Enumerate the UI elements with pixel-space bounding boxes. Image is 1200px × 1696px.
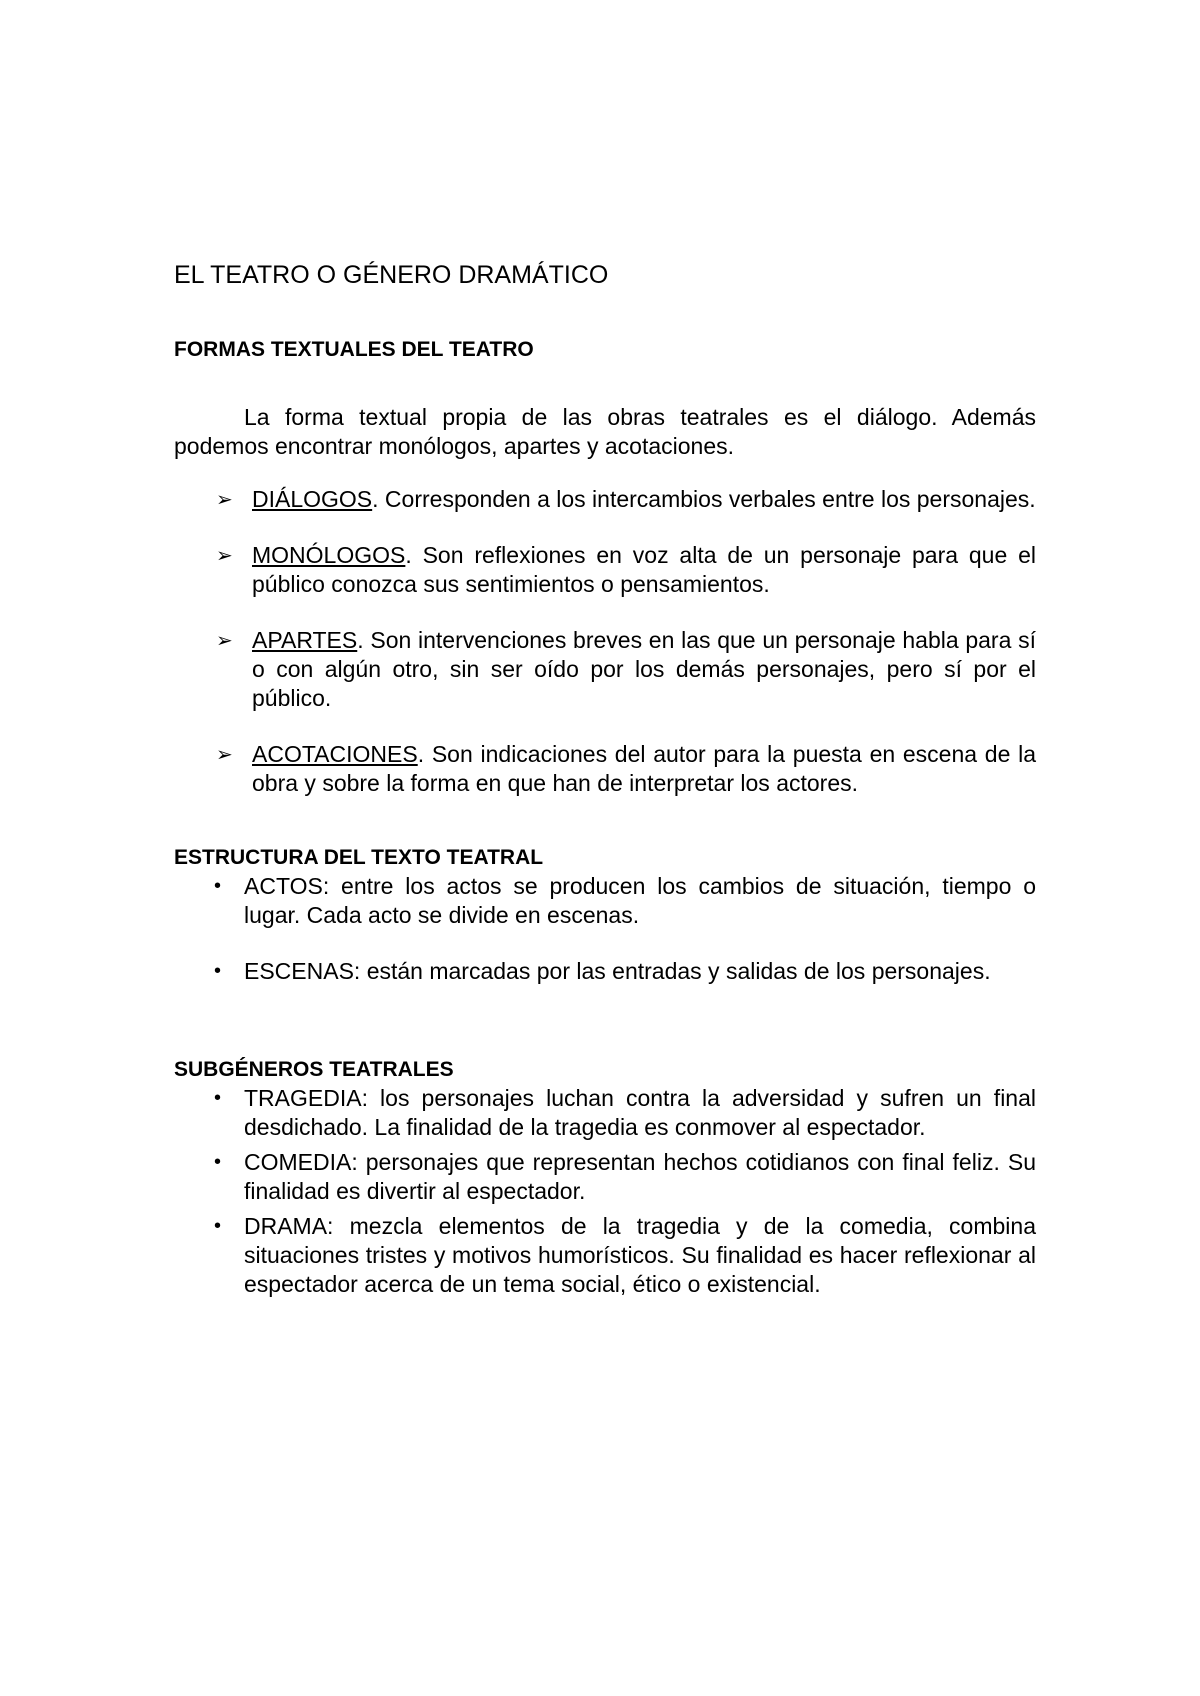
- list-item-text: ACTOS: entre los actos se producen los cambios de situación, tiempo o lugar. Cada acto se divide en escenas.: [244, 873, 1036, 928]
- estructura-list: [174, 872, 1036, 986]
- page-title: EL TEATRO O GÉNERO DRAMÁTICO: [174, 261, 609, 289]
- term-acotaciones: ACOTACIONES: [252, 741, 418, 767]
- description-apartes: . Son intervenciones breves en las que un personaje habla para sí o con algún otro, sin ser oído por los demás personajes, pero sí por el público.: [252, 627, 1036, 711]
- formas-list: [174, 485, 1036, 798]
- bullet-icon: •: [214, 1087, 222, 1109]
- document-body: [174, 260, 1036, 1305]
- description-dialogos: . Corresponden a los intercambios verbales entre los personajes.: [372, 486, 1036, 512]
- list-item-monologos: [174, 541, 1036, 599]
- term-dialogos: DIÁLOGOS: [252, 486, 373, 512]
- term-apartes: APARTES: [252, 627, 358, 653]
- list-item-actos: [174, 872, 1036, 930]
- arrow-bullet-icon: ➢: [216, 543, 233, 567]
- intro-paragraph: La forma textual propia de las obras teatrales es el diálogo. Además podemos encontrar monólogos, apartes y acotaciones.: [174, 404, 1036, 459]
- list-item-escenas: [174, 957, 1036, 986]
- list-item-drama: [174, 1212, 1036, 1299]
- list-item-comedia: [174, 1148, 1036, 1206]
- arrow-bullet-icon: ➢: [216, 742, 233, 766]
- section-heading-subgeneros: SUBGÉNEROS TEATRALES: [174, 1058, 454, 1081]
- list-item-dialogos: [174, 485, 1036, 514]
- bullet-icon: •: [214, 875, 222, 897]
- section-heading-formas: FORMAS TEXTUALES DEL TEATRO: [174, 338, 534, 361]
- list-item-text: ESCENAS: están marcadas por las entradas y salidas de los personajes.: [244, 958, 991, 984]
- bullet-icon: •: [214, 960, 222, 982]
- description-acotaciones: . Son indicaciones del autor para la puesta en escena de la obra y sobre la forma en que han de interpretar los actores.: [252, 741, 1036, 796]
- list-item-text: DRAMA: mezcla elementos de la tragedia y de la comedia, combina situaciones tristes y motivos humorísticos. Su finalidad es hacer reflexionar al espectador acerca de un tema social, ético o existencial.: [244, 1213, 1036, 1297]
- section-heading-estructura: ESTRUCTURA DEL TEXTO TEATRAL: [174, 846, 544, 869]
- subgeneros-list: [174, 1084, 1036, 1299]
- arrow-bullet-icon: ➢: [216, 487, 233, 511]
- description-monologos: . Son reflexiones en voz alta de un personaje para que el público conozca sus sentimientos o pensamientos.: [252, 542, 1036, 597]
- term-monologos: MONÓLOGOS: [252, 542, 406, 568]
- bullet-icon: •: [214, 1215, 222, 1237]
- arrow-bullet-icon: ➢: [216, 628, 233, 652]
- list-item-text: TRAGEDIA: los personajes luchan contra la adversidad y sufren un final desdichado. La finalidad de la tragedia es conmover al espectador.: [244, 1085, 1036, 1140]
- list-item-apartes: [174, 626, 1036, 713]
- bullet-icon: •: [214, 1151, 222, 1173]
- list-item-tragedia: [174, 1084, 1036, 1142]
- list-item-acotaciones: [174, 740, 1036, 798]
- list-item-text: COMEDIA: personajes que representan hechos cotidianos con final feliz. Su finalidad es divertir al espectador.: [244, 1149, 1036, 1204]
